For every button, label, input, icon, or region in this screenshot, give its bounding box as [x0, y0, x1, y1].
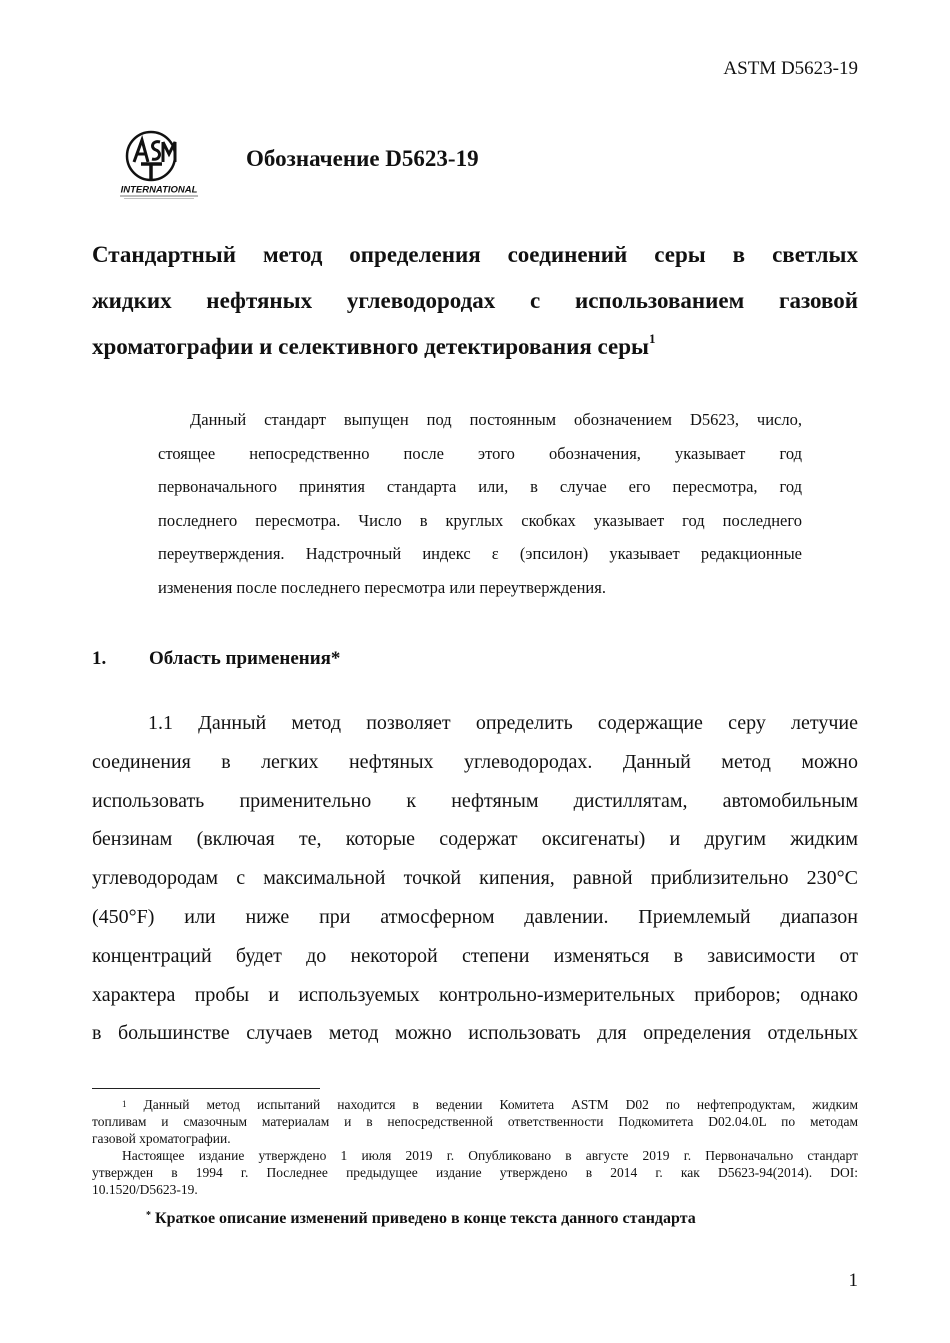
- body-line: концентраций будет до некоторой степени изменяться в зависимости от: [92, 944, 858, 967]
- logo-text: INTERNATIONAL: [120, 184, 198, 196]
- title-line: Стандартный метод определения соединений серы в светлых: [92, 242, 858, 267]
- body-line: бензинам (включая те, которые содержат оксигенаты) и другим жидким: [92, 828, 858, 851]
- footnote-line: топливам и смазочным материалам и в непосредственной ответственности Подкомитета D02.04.0L по методам: [92, 1114, 858, 1129]
- body-line: 1.1 Данный метод позволяет определить содержащие серу летучие: [148, 712, 858, 734]
- preface-line: последнего пересмотра. Число в круглых скобках указывает год последнего: [158, 510, 802, 530]
- page-number: 1: [848, 1270, 858, 1291]
- body-line: использовать применительно к нефтяным дистиллятам, автомобильным: [92, 789, 858, 812]
- preface-line: переутверждения. Надстрочный индекс ε (эпсилон) указывает редакционные: [158, 544, 802, 563]
- preface-line: Данный стандарт выпущен под постоянным обозначением D5623, число,: [190, 410, 802, 429]
- section-title: Область применения*: [149, 648, 341, 669]
- title-line-text: хроматографии и селективного детектирования серы: [92, 334, 650, 359]
- body-line: в большинстве случаев метод можно использовать для определения отдельных: [92, 1022, 858, 1045]
- footnote-text: Данный метод испытаний находится в ведении Комитета ASTM D02 по нефтепродуктам, жидким: [143, 1097, 859, 1112]
- document-title: [92, 232, 858, 370]
- edition-line: утвержден в 1994 г. Последнее предыдущее издание утверждено в 2014 г. как D5623-94(2014). DOI:: [92, 1165, 858, 1180]
- title-footnote-mark[interactable]: 1: [649, 331, 656, 346]
- footnote-divider: [92, 1088, 320, 1089]
- designation-heading: Обозначение D5623-19: [246, 146, 479, 171]
- section-number: 1.: [92, 648, 107, 669]
- summary-of-changes-note: [146, 1210, 696, 1228]
- footnote-mark: 1: [122, 1099, 127, 1109]
- summary-of-changes-text: Краткое описание изменений приведено в конце текста данного стандарта: [155, 1210, 696, 1227]
- preface-line: первоначального принятия стандарта или, в случае его пересмотра, год: [158, 477, 802, 496]
- footnote-line: газовой хроматографии.: [92, 1131, 231, 1146]
- scope-paragraph: [92, 704, 858, 1053]
- footnote-line: [92, 1096, 858, 1113]
- preface-line: стоящее непосредственно после этого обозначения, указывает год: [158, 443, 802, 463]
- body-line: (450°F) или ниже при атмосферном давлении. Приемлемый диапазон: [92, 905, 858, 928]
- astm-logo: [118, 128, 200, 200]
- title-line: жидких нефтяных углеводородах с использованием газовой: [92, 288, 858, 313]
- body-line: углеводородам с максимальной точкой кипения, равной приблизительно 230°C: [92, 867, 858, 890]
- edition-line: 10.1520/D5623-19.: [92, 1182, 198, 1197]
- header-standard-code: ASTM D5623-19: [723, 58, 858, 79]
- body-line: соединения в легких нефтяных углеводородах. Данный метод можно: [92, 750, 858, 773]
- preface-line: изменения после последнего пересмотра или переутверждения.: [158, 577, 606, 597]
- body-line: характера пробы и используемых контрольно-измерительных приборов; однако: [92, 983, 858, 1006]
- astm-logo-icon: [118, 128, 200, 200]
- edition-line: Настоящее издание утверждено 1 июля 2019 г. Опубликовано в августе 2019 г. Первоначально стандарт: [122, 1148, 858, 1163]
- title-line: [92, 324, 858, 370]
- preface-paragraph: [158, 403, 802, 604]
- footnotes: [92, 1096, 858, 1198]
- star-mark: *: [146, 1210, 151, 1221]
